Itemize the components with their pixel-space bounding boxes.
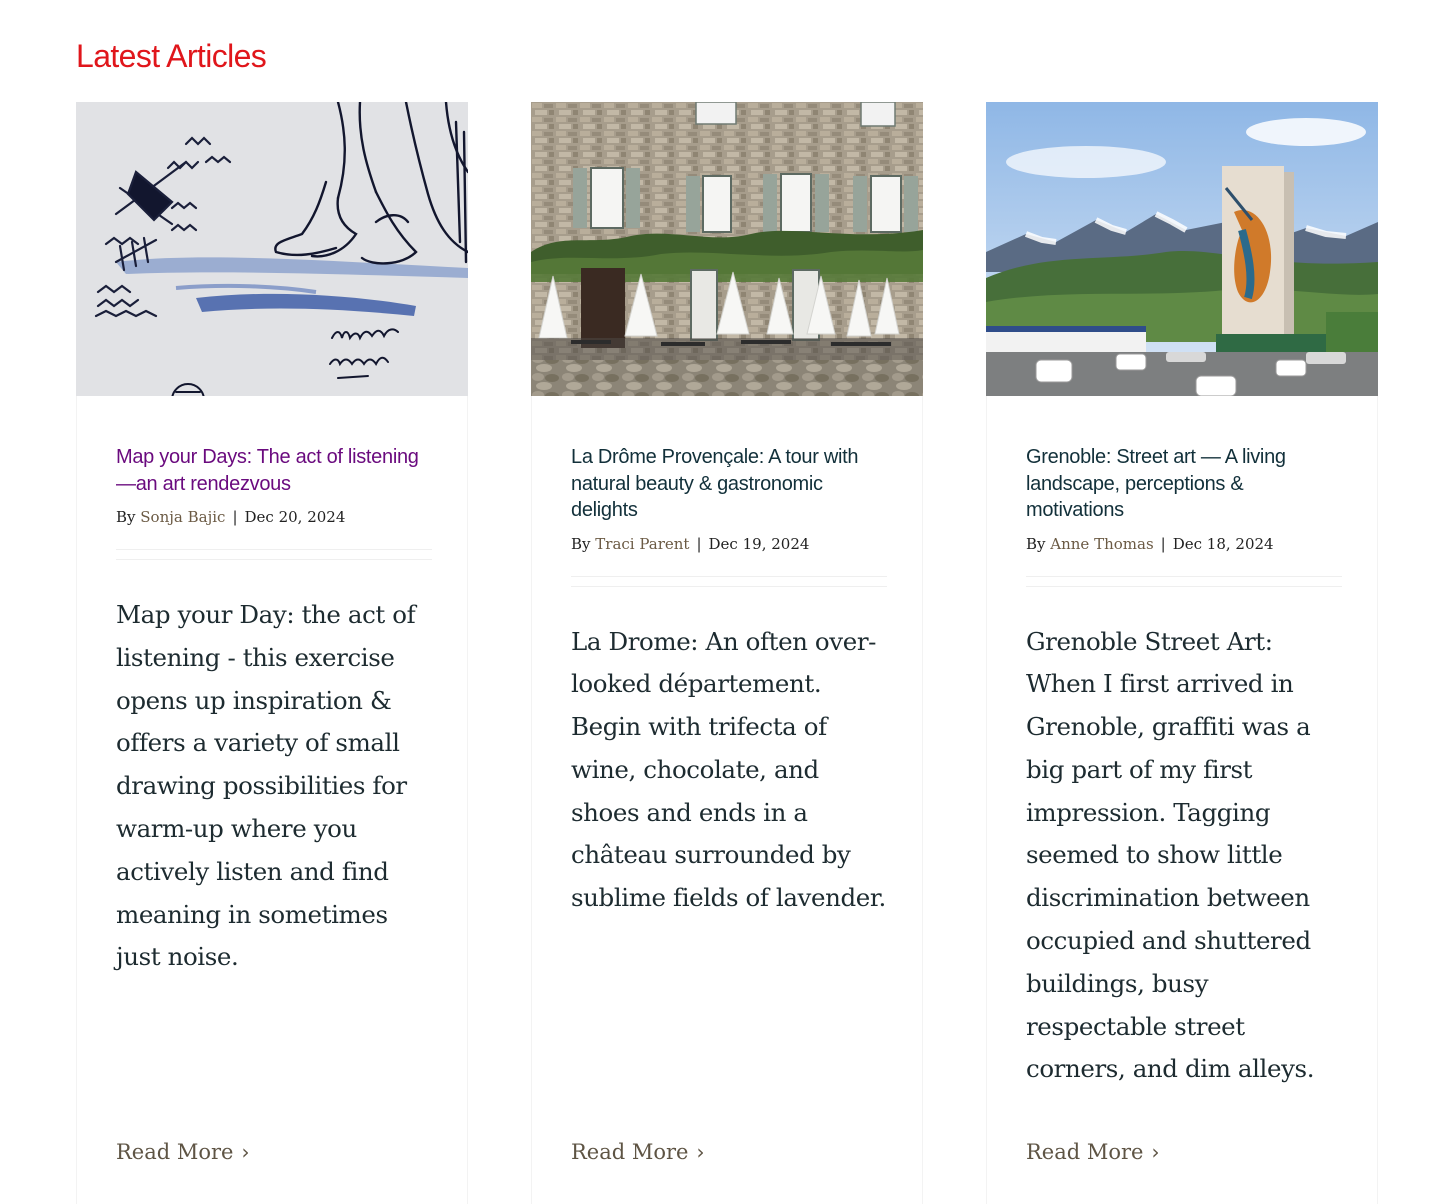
article-excerpt: La Drome: An often over-looked département. Begin with trifecta of wine, chocolate, and shoes and ends in a château surrounded by sublime fields of lavender.	[571, 626, 886, 913]
article-excerpt: Grenoble Street Art: When I first arrived in Grenoble, graffiti was a big part of my first impression. Tagging seemed to show little discrimination between occupied and shuttered buildings, busy respectable street corners, and dim alleys.	[1026, 626, 1315, 1084]
by-label: By	[1026, 534, 1046, 553]
article-date: Dec 19, 2024	[708, 534, 810, 553]
article-title-link[interactable]: Grenoble: Street art — A living landscape, perceptions & motivations	[1026, 446, 1286, 521]
author-link[interactable]: Anne Thomas	[1050, 534, 1154, 553]
chevron-right-icon: ›	[696, 1140, 705, 1164]
article-date: Dec 18, 2024	[1172, 534, 1274, 553]
author-link[interactable]: Traci Parent	[595, 534, 690, 553]
chevron-right-icon: ›	[241, 1140, 250, 1164]
read-more-link[interactable]	[1026, 1138, 1160, 1166]
by-label: By	[116, 508, 136, 526]
article-title-link[interactable]: Map your Days: The act of listening—an art rendezvous	[116, 446, 419, 495]
read-more-label: Read More	[116, 1140, 234, 1164]
by-label: By	[571, 534, 591, 553]
section-title: Latest Articles	[76, 38, 267, 74]
article-title-link[interactable]: La Drôme Provençale: A tour with natural beauty & gastronomic delights	[571, 446, 859, 521]
read-more-link[interactable]	[116, 1138, 250, 1166]
author-link[interactable]: Sonja Bajic	[140, 508, 226, 526]
meta-separator: |	[232, 508, 238, 526]
read-more-link[interactable]	[571, 1138, 705, 1166]
article-meta	[1026, 534, 1342, 554]
article-image-grenoble[interactable]	[986, 102, 1378, 396]
article-card	[531, 102, 923, 1204]
article-card	[76, 102, 468, 1204]
article-card	[986, 102, 1378, 1204]
article-image-sketch[interactable]	[76, 102, 468, 396]
article-excerpt: Map your Day: the act of listening - this exercise opens up inspiration & offers a variety of small drawing possibilities for warm-up where you actively listen and find meaning in sometimes just noise.	[116, 600, 416, 972]
divider	[571, 576, 887, 587]
read-more-label: Read More	[1026, 1140, 1144, 1164]
article-meta	[116, 507, 432, 527]
meta-separator: |	[696, 534, 702, 553]
article-meta	[571, 534, 887, 554]
chevron-right-icon: ›	[1151, 1140, 1160, 1164]
article-image-chateau[interactable]	[531, 102, 923, 396]
article-date: Dec 20, 2024	[244, 508, 346, 526]
divider	[1026, 576, 1342, 587]
meta-separator: |	[1160, 534, 1166, 553]
read-more-label: Read More	[571, 1140, 689, 1164]
divider	[116, 549, 432, 560]
